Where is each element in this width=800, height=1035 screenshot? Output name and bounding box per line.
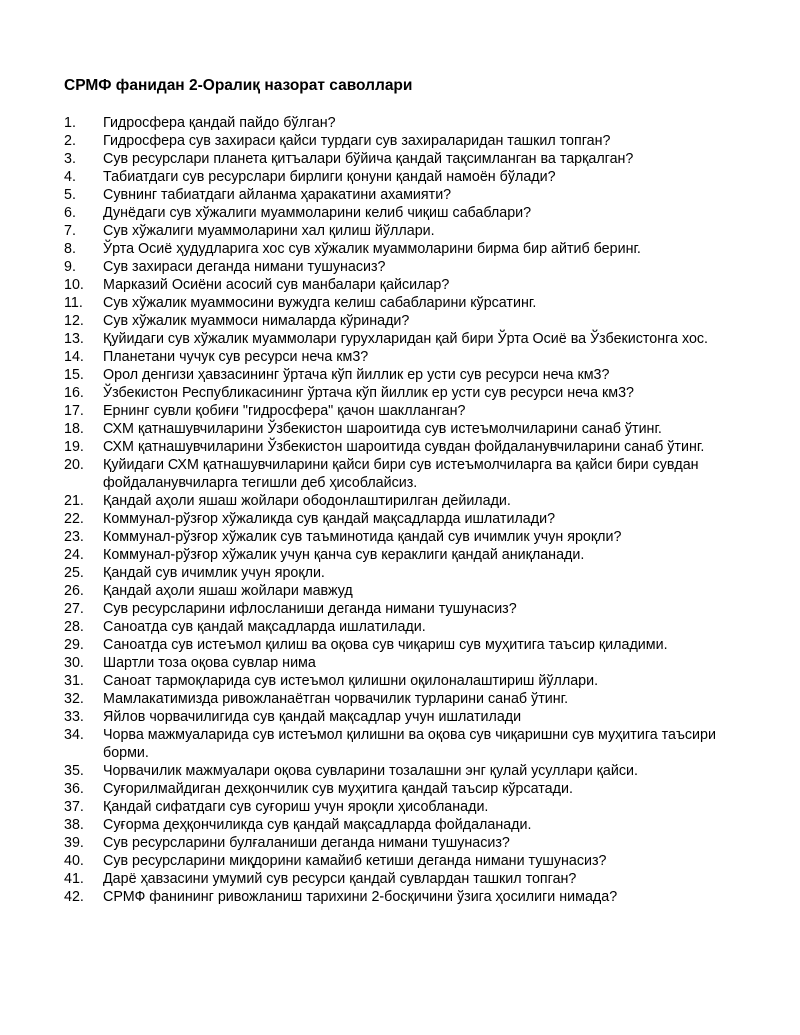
question-number: 7. bbox=[64, 223, 76, 239]
question-number: 25. bbox=[64, 565, 84, 581]
question-number: 1. bbox=[64, 115, 76, 131]
question-text: Сувнинг табиатдаги айланма ҳаракатини ахамияти? bbox=[103, 187, 452, 203]
question-number: 12. bbox=[64, 313, 84, 329]
question-text: Планетани чучук сув ресурси неча км3? bbox=[103, 349, 369, 365]
question-number: 13. bbox=[64, 331, 84, 347]
question-item bbox=[64, 834, 754, 852]
question-text: Саноатда сув қандай мақсадларда ишлатилади. bbox=[103, 619, 426, 635]
question-number: 23. bbox=[64, 529, 84, 545]
question-number: 21. bbox=[64, 493, 84, 509]
question-number: 28. bbox=[64, 619, 84, 635]
question-number: 20. bbox=[64, 457, 84, 473]
question-number: 10. bbox=[64, 277, 84, 293]
question-number: 2. bbox=[64, 133, 76, 149]
question-item bbox=[64, 150, 754, 168]
question-number: 18. bbox=[64, 421, 84, 437]
question-text: Суғорилмайдиган дехқончилик сув муҳитига қандай таъсир кўрсатади. bbox=[103, 781, 573, 797]
question-item bbox=[64, 456, 754, 492]
question-number: 30. bbox=[64, 655, 84, 671]
question-number: 29. bbox=[64, 637, 84, 653]
question-number: 40. bbox=[64, 853, 84, 869]
question-number: 17. bbox=[64, 403, 84, 419]
question-item bbox=[64, 276, 754, 294]
question-item bbox=[64, 366, 754, 384]
question-text: Марказий Осиёни асосий сув манбалари қайсилар? bbox=[103, 277, 450, 293]
question-item bbox=[64, 510, 754, 528]
question-item bbox=[64, 438, 754, 456]
question-number: 11. bbox=[64, 295, 83, 311]
question-item bbox=[64, 618, 754, 636]
question-item bbox=[64, 114, 754, 132]
question-item bbox=[64, 690, 754, 708]
question-number: 14. bbox=[64, 349, 84, 365]
question-text: Ўзбекистон Республикасининг ўртача кўп йиллик ер усти сув ресурси неча км3? bbox=[103, 385, 634, 401]
question-item bbox=[64, 654, 754, 672]
question-text: СХМ қатнашувчиларини Ўзбекистон шароитида сув истеъмолчиларини санаб ўтинг. bbox=[103, 421, 662, 437]
question-item bbox=[64, 708, 754, 726]
question-text: Сув ресурсларини миқдорини камайиб кетиши деганда нимани тушунасиз? bbox=[103, 853, 607, 869]
question-item bbox=[64, 816, 754, 834]
question-item bbox=[64, 330, 754, 348]
question-number: 36. bbox=[64, 781, 84, 797]
question-text: Суғорма деҳқончиликда сув қандай мақсадларда фойдаланади. bbox=[103, 817, 532, 833]
question-item bbox=[64, 726, 754, 762]
question-item bbox=[64, 492, 754, 510]
question-text: Қуйидаги сув хўжалик муаммолари гурухларидан қай бири Ўрта Осиё ва Ўзбекистонга хос. bbox=[103, 331, 709, 347]
question-item bbox=[64, 186, 754, 204]
question-number: 35. bbox=[64, 763, 84, 779]
question-text: Коммунал-рўзғор хўжаликда сув қандай мақсадларда ишлатилади? bbox=[103, 511, 556, 527]
question-item bbox=[64, 852, 754, 870]
question-text: Мамлакатимизда ривожланаётган чорвачилик турларини санаб ўтинг. bbox=[103, 691, 569, 707]
question-number: 33. bbox=[64, 709, 84, 725]
question-text: Ўрта Осиё ҳудудларига хос сув хўжалик муаммоларини бирма бир айтиб беринг. bbox=[103, 241, 641, 257]
question-number: 5. bbox=[64, 187, 76, 203]
question-number: 41. bbox=[64, 871, 84, 887]
question-item bbox=[64, 546, 754, 564]
question-text: Қандай сув ичимлик учун яроқли. bbox=[103, 565, 325, 581]
question-number: 42. bbox=[64, 889, 84, 905]
question-text: Қуйидаги СХМ қатнашувчиларини қайси бири сув истеъмолчиларга ва қайси бири сувдан фойдаланувчиларга тегишли деб ҳисоблайсиз. bbox=[103, 457, 699, 491]
question-text: Қандай аҳоли яшаш жойлари мавжуд bbox=[103, 583, 353, 599]
question-item bbox=[64, 132, 754, 150]
question-text: Саноат тармоқларида сув истеъмол қилишни оқилоналаштириш йўллари. bbox=[103, 673, 599, 689]
question-number: 32. bbox=[64, 691, 84, 707]
question-text: СХМ қатнашувчиларини Ўзбекистон шароитида сувдан фойдаланувчиларини санаб ўтинг. bbox=[103, 439, 705, 455]
question-text: Чорва мажмуаларида сув истеъмол қилишни ва оқова сув чиқаришни сув муҳитига таъсири борми. bbox=[103, 727, 716, 761]
question-item bbox=[64, 636, 754, 654]
question-text: Сув захираси деганда нимани тушунасиз? bbox=[103, 259, 386, 275]
question-number: 4. bbox=[64, 169, 76, 185]
question-text: Қандай аҳоли яшаш жойлари ободонлаштирилган дейилади. bbox=[103, 493, 511, 509]
question-number: 37. bbox=[64, 799, 84, 815]
question-number: 6. bbox=[64, 205, 76, 221]
question-item bbox=[64, 780, 754, 798]
question-item bbox=[64, 222, 754, 240]
question-text: Яйлов чорвачилигида сув қандай мақсадлар учун ишлатилади bbox=[103, 709, 522, 725]
question-item bbox=[64, 798, 754, 816]
question-text: Орол денгизи ҳавзасининг ўртача кўп йиллик ер усти сув ресурси неча км3? bbox=[103, 367, 610, 383]
question-number: 26. bbox=[64, 583, 84, 599]
question-number: 16. bbox=[64, 385, 84, 401]
question-number: 38. bbox=[64, 817, 84, 833]
question-item bbox=[64, 528, 754, 546]
question-item bbox=[64, 258, 754, 276]
question-text: Гидросфера қандай пайдо бўлган? bbox=[103, 115, 336, 131]
question-number: 27. bbox=[64, 601, 84, 617]
question-item bbox=[64, 762, 754, 780]
question-number: 9. bbox=[64, 259, 76, 275]
question-item bbox=[64, 870, 754, 888]
question-text: Гидросфера сув захираси қайси турдаги сув захираларидан ташкил топган? bbox=[103, 133, 611, 149]
question-text: Чорвачилик мажмуалари оқова сувларини тозалашни энг қулай усуллари қайси. bbox=[103, 763, 638, 779]
question-text: Сув хўжалиги муаммоларини хал қилиш йўллари. bbox=[103, 223, 435, 239]
question-item bbox=[64, 672, 754, 690]
question-number: 34. bbox=[64, 727, 84, 743]
question-text: Сув ресурслари планета қитъалари бўйича қандай тақсимланган ва тарқалган? bbox=[103, 151, 634, 167]
question-item bbox=[64, 240, 754, 258]
question-item bbox=[64, 888, 754, 906]
question-text: Шартли тоза оқова сувлар нима bbox=[103, 655, 316, 671]
question-item bbox=[64, 204, 754, 222]
question-number: 15. bbox=[64, 367, 84, 383]
question-item bbox=[64, 384, 754, 402]
question-list bbox=[64, 114, 754, 906]
question-text: Табиатдаги сув ресурслари бирлиги қонуни қандай намоён бўлади? bbox=[103, 169, 556, 185]
question-text: Қандай сифатдаги сув суғориш учун яроқли ҳисобланади. bbox=[103, 799, 489, 815]
question-item bbox=[64, 348, 754, 366]
question-number: 22. bbox=[64, 511, 84, 527]
question-item bbox=[64, 312, 754, 330]
question-item bbox=[64, 294, 754, 312]
question-text: Коммунал-рўзғор хўжалик учун қанча сув кераклиги қандай аниқланади. bbox=[103, 547, 585, 563]
question-text: Коммунал-рўзғор хўжалик сув таъминотида қандай сув ичимлик учун яроқли? bbox=[103, 529, 622, 545]
question-item bbox=[64, 564, 754, 582]
question-text: Сув хўжалик муаммосини вужудга келиш сабабларини кўрсатинг. bbox=[103, 295, 537, 311]
question-number: 39. bbox=[64, 835, 84, 851]
question-text: Ернинг сувли қобиғи "гидросфера" қачон шаклланган? bbox=[103, 403, 466, 419]
question-number: 19. bbox=[64, 439, 84, 455]
question-text: Дарё ҳавзасини умумий сув ресурси қандай сувлардан ташкил топган? bbox=[103, 871, 577, 887]
question-item bbox=[64, 420, 754, 438]
question-text: СРМФ фанининг ривожланиш тарихини 2-босқичини ўзига ҳосилиги нимада? bbox=[103, 889, 618, 905]
question-text: Сув ресурсларини ифлосланиши деганда нимани тушунасиз? bbox=[103, 601, 517, 617]
question-number: 8. bbox=[64, 241, 76, 257]
question-number: 24. bbox=[64, 547, 84, 563]
question-text: Дунёдаги сув хўжалиги муаммоларини келиб чиқиш сабаблари? bbox=[103, 205, 532, 221]
question-item bbox=[64, 582, 754, 600]
question-number: 31. bbox=[64, 673, 84, 689]
question-number: 3. bbox=[64, 151, 76, 167]
question-text: Саноатда сув истеъмол қилиш ва оқова сув чиқариш сув муҳитига таъсир қиладими. bbox=[103, 637, 668, 653]
question-text: Сув хўжалик муаммоси нималарда кўринади? bbox=[103, 313, 410, 329]
question-item bbox=[64, 168, 754, 186]
document-title: СРМФ фанидан 2-Оралиқ назорат саволлари bbox=[64, 77, 413, 94]
question-item bbox=[64, 402, 754, 420]
question-item bbox=[64, 600, 754, 618]
question-text: Сув ресурсларини булғаланиши деганда нимани тушунасиз? bbox=[103, 835, 510, 851]
